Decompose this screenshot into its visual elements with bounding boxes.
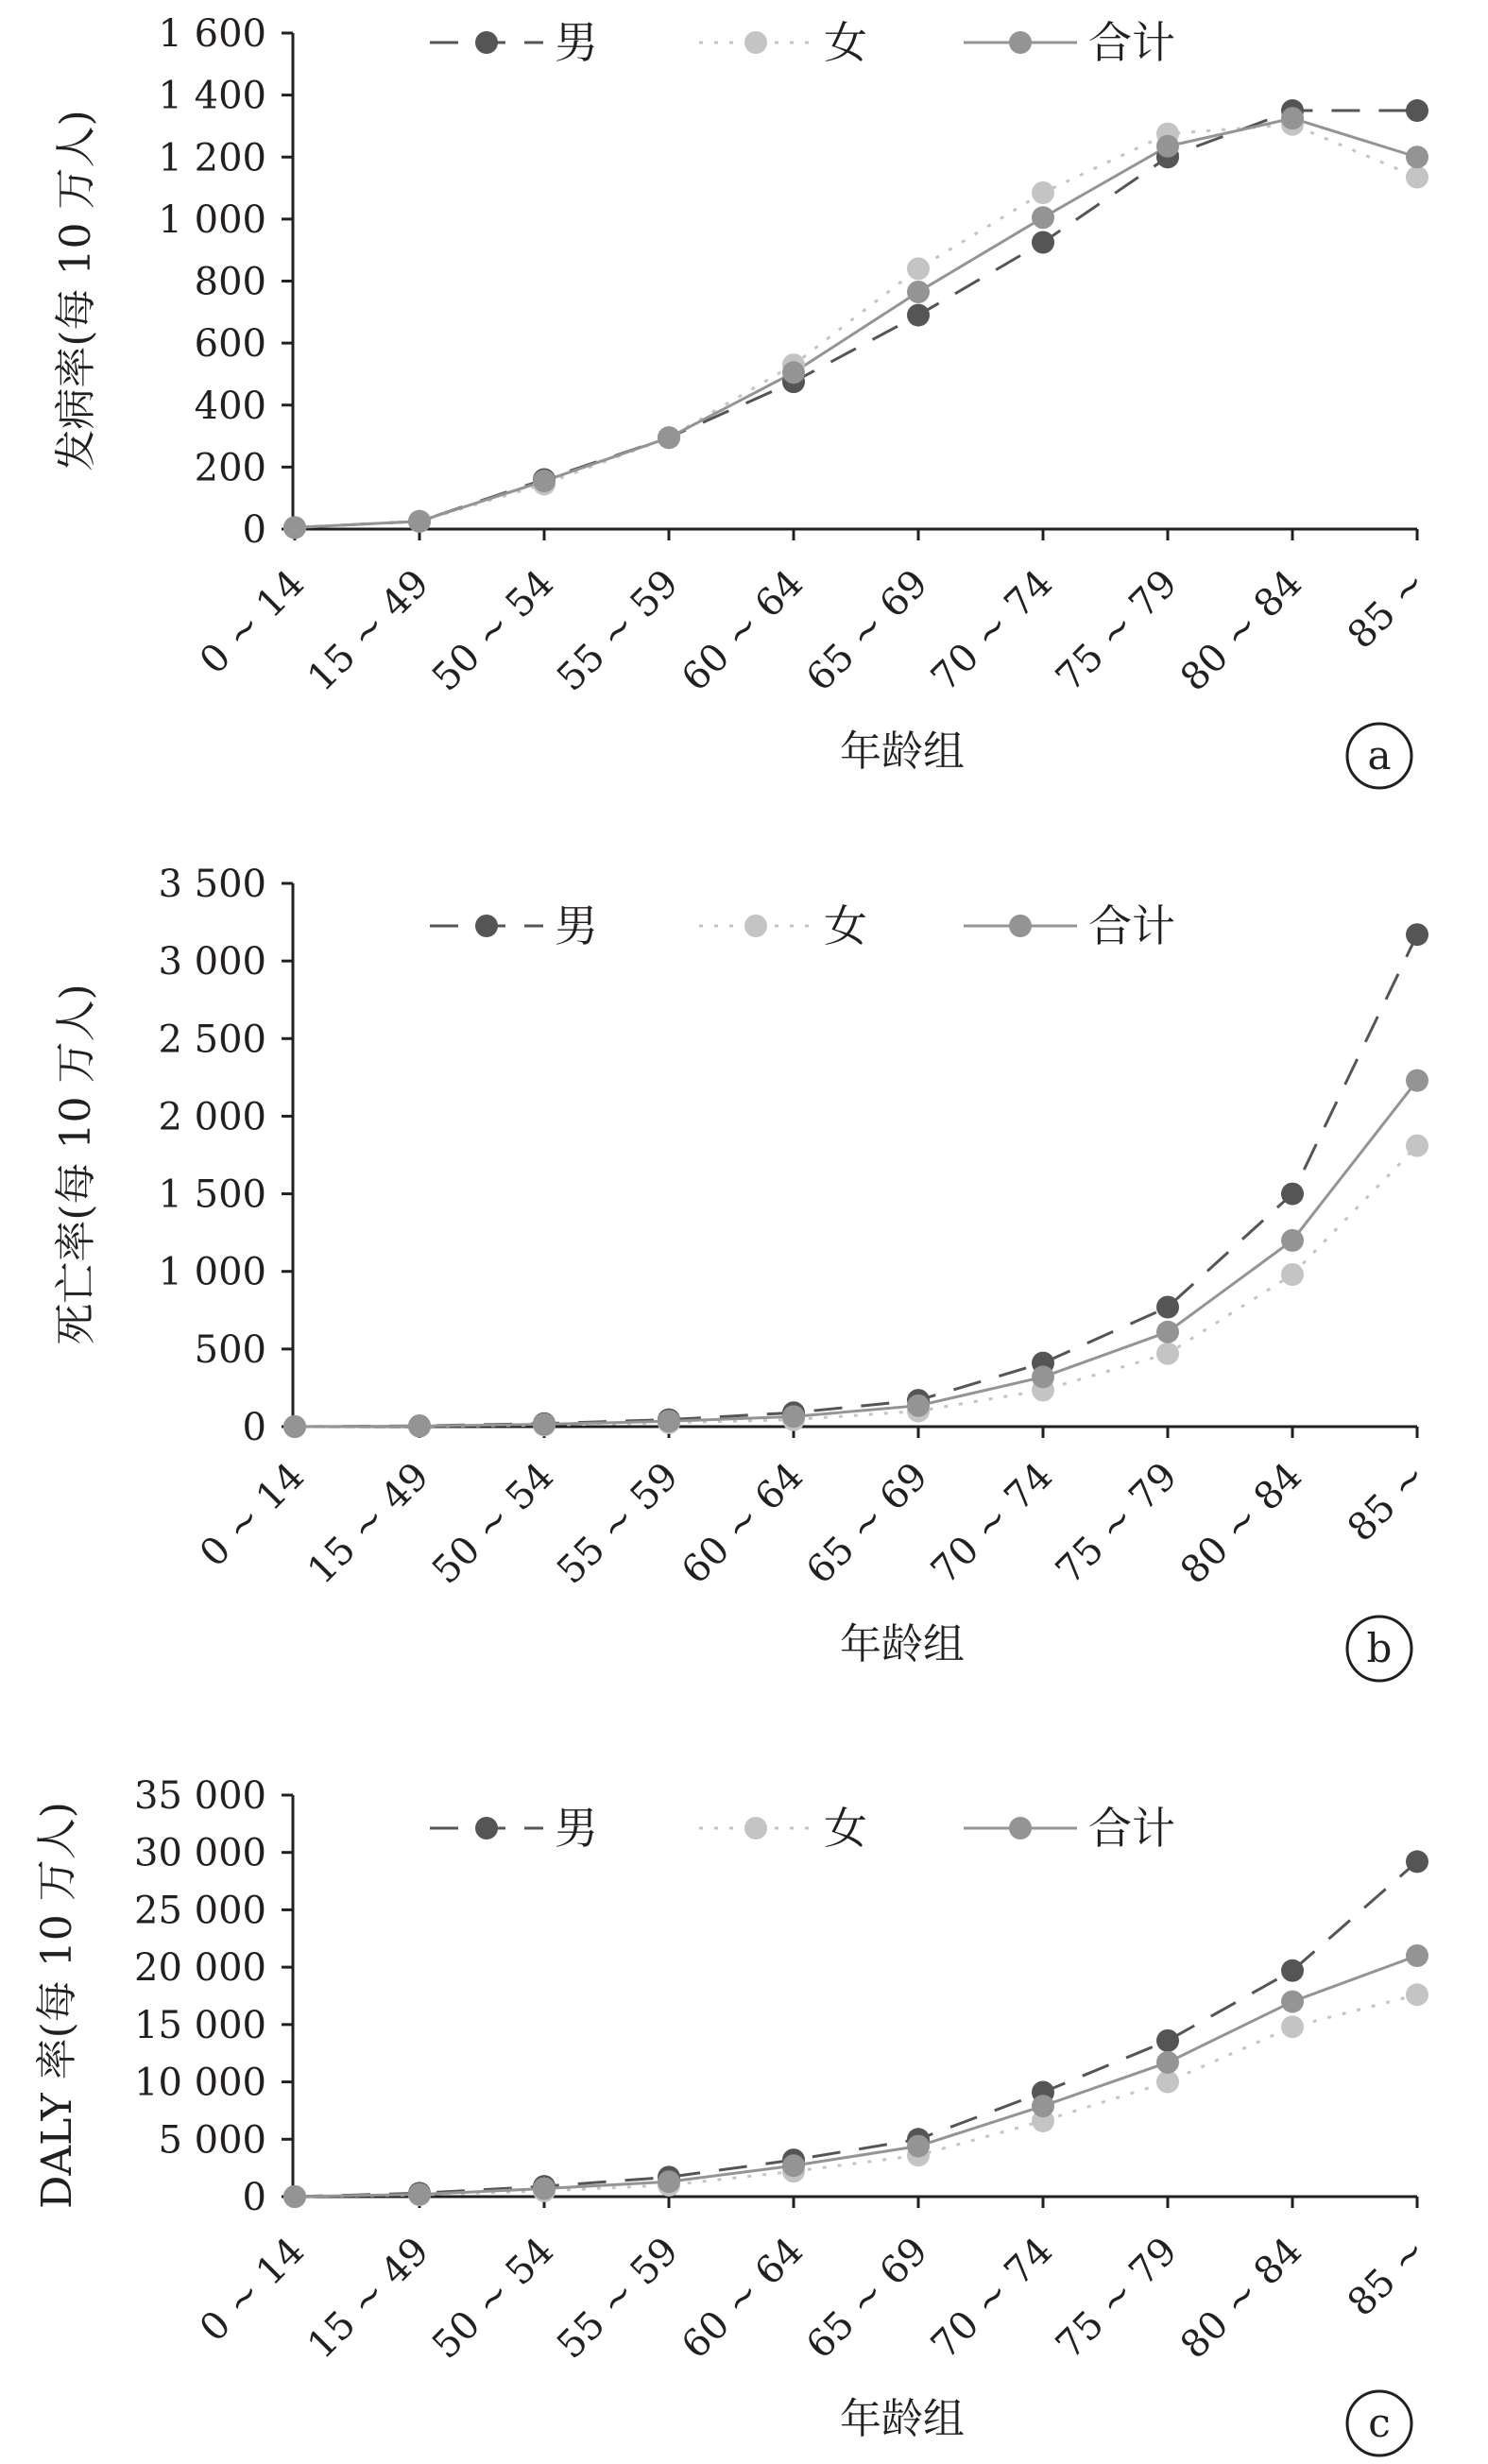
legend-marker xyxy=(744,915,767,937)
x-tick-label: 50 ~ 54 xyxy=(423,1454,563,1593)
data-point xyxy=(1281,107,1304,129)
x-tick-label: 55 ~ 59 xyxy=(548,561,688,700)
y-tick-label: 35 000 xyxy=(134,1774,266,1818)
x-tick-label: 0 ~ 14 xyxy=(191,2229,314,2351)
y-tick-label: 2 000 xyxy=(158,1095,266,1139)
x-axis-title: 年龄组 xyxy=(840,727,965,776)
data-point xyxy=(782,361,805,384)
series-line xyxy=(295,934,1417,1427)
y-tick-label: 10 000 xyxy=(134,2061,266,2105)
y-tick-label: 25 000 xyxy=(134,1889,266,1933)
x-tick-label: 85 ~ xyxy=(1339,2229,1436,2325)
legend-marker xyxy=(475,915,498,937)
data-point xyxy=(1032,206,1054,229)
data-point xyxy=(907,281,930,303)
data-point xyxy=(658,1410,680,1432)
y-tick-label: 3 000 xyxy=(158,940,266,984)
y-axis-title: DALY 率(每 10 万人) xyxy=(33,1802,81,2209)
x-tick-label: 80 ~ 84 xyxy=(1172,1454,1311,1593)
data-point xyxy=(1156,2051,1179,2074)
y-tick-label: 600 xyxy=(194,322,266,367)
x-tick-label: 80 ~ 84 xyxy=(1172,2229,1311,2368)
data-point xyxy=(408,2183,431,2206)
data-point xyxy=(1281,1959,1304,1982)
data-point xyxy=(658,2170,680,2193)
series-line xyxy=(295,1081,1417,1427)
x-tick-label: 55 ~ 59 xyxy=(548,2229,688,2368)
x-tick-label: 65 ~ 69 xyxy=(797,1454,937,1593)
y-tick-label: 20 000 xyxy=(134,1946,266,1991)
data-point xyxy=(1281,1183,1304,1206)
data-point xyxy=(533,2178,556,2200)
series-line xyxy=(295,1146,1417,1427)
data-point xyxy=(408,1415,431,1438)
data-point xyxy=(907,304,930,327)
data-point xyxy=(1406,166,1428,189)
data-point xyxy=(782,2154,805,2177)
legend-marker xyxy=(475,31,498,54)
series-line xyxy=(295,1956,1417,2197)
y-tick-label: 5 000 xyxy=(158,2118,266,2163)
legend-label: 女 xyxy=(824,900,867,951)
x-tick-label: 70 ~ 74 xyxy=(922,1454,1062,1593)
data-point xyxy=(1406,145,1428,168)
x-tick-label: 50 ~ 54 xyxy=(423,2229,563,2368)
data-point xyxy=(1281,1229,1304,1252)
data-point xyxy=(1406,1983,1428,2006)
y-tick-label: 400 xyxy=(194,384,266,428)
data-point xyxy=(1032,1365,1054,1388)
x-tick-label: 60 ~ 64 xyxy=(673,1454,812,1593)
data-point xyxy=(533,1413,556,1436)
y-axis-title: 死亡率(每 10 万人) xyxy=(52,984,100,1345)
chart-panel-a xyxy=(52,12,1435,788)
x-tick-label: 15 ~ 49 xyxy=(299,561,438,700)
data-point xyxy=(1032,231,1054,253)
panel-letter: c xyxy=(1368,2400,1391,2446)
y-tick-label: 0 xyxy=(242,1406,266,1449)
data-point xyxy=(1406,1069,1428,1092)
legend-marker xyxy=(475,1817,498,1839)
x-tick-label: 85 ~ xyxy=(1339,561,1436,658)
legend-marker xyxy=(1009,915,1032,937)
y-tick-label: 0 xyxy=(242,2176,266,2219)
data-point xyxy=(283,2185,306,2208)
x-tick-label: 70 ~ 74 xyxy=(922,561,1062,700)
data-point xyxy=(1156,1343,1179,1365)
y-tick-label: 1 500 xyxy=(158,1172,266,1217)
x-tick-label: 65 ~ 69 xyxy=(797,561,937,700)
y-tick-label: 0 xyxy=(242,508,266,552)
x-axis-title: 年龄组 xyxy=(840,2395,965,2443)
x-axis-title: 年龄组 xyxy=(840,1620,965,1668)
series-line xyxy=(295,111,1417,527)
panel-letter: a xyxy=(1367,732,1392,779)
legend-marker xyxy=(744,31,767,54)
legend-marker xyxy=(744,1817,767,1839)
series-line xyxy=(295,1861,1417,2197)
legend-label: 男 xyxy=(555,900,598,951)
data-point xyxy=(1281,2015,1304,2038)
data-point xyxy=(1156,135,1179,158)
data-point xyxy=(1406,99,1428,122)
legend-label: 女 xyxy=(824,17,867,68)
panel-letter: b xyxy=(1366,1625,1393,1671)
data-point xyxy=(1281,1991,1304,2013)
series-line xyxy=(295,125,1417,528)
data-point xyxy=(533,470,556,492)
chart-panel-c xyxy=(33,1774,1435,2455)
data-point xyxy=(1406,923,1428,946)
x-tick-label: 60 ~ 64 xyxy=(673,2229,812,2368)
data-point xyxy=(1406,1944,1428,1967)
series-line xyxy=(295,118,1417,527)
y-axis-title: 发病率(每 10 万人) xyxy=(52,110,100,471)
legend-label: 合计 xyxy=(1088,1803,1175,1854)
data-point xyxy=(658,426,680,449)
x-tick-label: 80 ~ 84 xyxy=(1172,561,1311,700)
x-tick-label: 0 ~ 14 xyxy=(191,1454,314,1576)
data-point xyxy=(1156,1296,1179,1319)
y-tick-label: 200 xyxy=(194,446,266,490)
x-tick-label: 15 ~ 49 xyxy=(299,2229,438,2368)
x-tick-label: 60 ~ 64 xyxy=(673,561,812,700)
data-point xyxy=(1406,1135,1428,1157)
legend-label: 男 xyxy=(555,17,598,68)
y-tick-label: 30 000 xyxy=(134,1831,266,1875)
legend-marker xyxy=(1009,31,1032,54)
x-tick-label: 85 ~ xyxy=(1339,1454,1436,1550)
y-tick-label: 1 000 xyxy=(158,1250,266,1294)
x-tick-label: 75 ~ 79 xyxy=(1047,2229,1187,2368)
y-tick-label: 3 500 xyxy=(158,863,266,906)
legend-label: 男 xyxy=(555,1803,598,1854)
data-point xyxy=(283,516,306,539)
x-tick-label: 70 ~ 74 xyxy=(922,2229,1062,2368)
x-tick-label: 15 ~ 49 xyxy=(299,1454,438,1593)
data-point xyxy=(1032,2095,1054,2117)
x-tick-label: 0 ~ 14 xyxy=(191,561,314,683)
y-tick-label: 2 500 xyxy=(158,1018,266,1062)
data-point xyxy=(1032,181,1054,204)
x-tick-label: 50 ~ 54 xyxy=(423,561,563,700)
y-tick-label: 1 200 xyxy=(158,136,266,180)
data-point xyxy=(283,1415,306,1438)
data-point xyxy=(408,510,431,533)
data-point xyxy=(907,2135,930,2158)
chart-panel-b xyxy=(52,863,1435,1681)
data-point xyxy=(1156,1321,1179,1343)
data-point xyxy=(907,257,930,280)
legend-label: 合计 xyxy=(1088,17,1175,68)
y-tick-label: 800 xyxy=(194,260,266,304)
y-tick-label: 1 600 xyxy=(158,12,266,56)
data-point xyxy=(1406,1850,1428,1873)
data-point xyxy=(782,1405,805,1428)
x-tick-label: 75 ~ 79 xyxy=(1047,561,1187,700)
data-point xyxy=(1281,1263,1304,1286)
data-point xyxy=(1156,2071,1179,2094)
data-point xyxy=(1156,2029,1179,2052)
y-tick-label: 15 000 xyxy=(134,2003,266,2047)
y-tick-label: 1 400 xyxy=(158,74,266,118)
legend-marker xyxy=(1009,1817,1032,1839)
legend-label: 合计 xyxy=(1088,900,1175,951)
x-tick-label: 65 ~ 69 xyxy=(797,2229,937,2368)
series-line xyxy=(295,1994,1417,2197)
y-tick-label: 500 xyxy=(194,1327,266,1372)
x-tick-label: 75 ~ 79 xyxy=(1047,1454,1187,1593)
legend-label: 女 xyxy=(824,1803,867,1854)
y-tick-label: 1 000 xyxy=(158,197,266,242)
x-tick-label: 55 ~ 59 xyxy=(548,1454,688,1593)
data-point xyxy=(907,1395,930,1417)
